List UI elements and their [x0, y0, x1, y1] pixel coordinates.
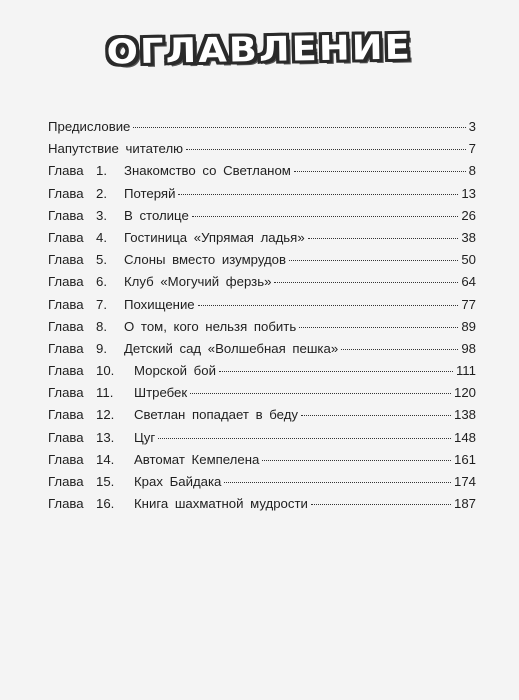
toc-entry	[48, 205, 476, 227]
toc-entry	[48, 183, 476, 205]
chapter-prefix: Глава	[48, 429, 84, 445]
toc-entry	[48, 449, 476, 471]
dot-leader	[133, 127, 465, 128]
toc-entry	[48, 160, 476, 182]
page-number: 64	[461, 274, 476, 290]
entry-title: Книга шахматной мудрости	[134, 496, 308, 512]
toc-entry	[48, 404, 476, 426]
dot-leader	[299, 327, 458, 328]
chapter-prefix: Глава	[48, 296, 84, 312]
page-number: 120	[453, 385, 476, 401]
chapter-prefix: Глава	[48, 451, 84, 467]
chapter-number: 8.	[96, 318, 107, 334]
chapter-number: 12.	[96, 407, 115, 423]
chapter-prefix: Глава	[48, 363, 84, 379]
page-number: 8	[468, 163, 476, 179]
chapter-prefix: Глава	[48, 252, 84, 268]
page-title: ОГЛАВЛЕНИЕ	[106, 27, 413, 73]
dot-leader	[262, 460, 451, 461]
chapter-number: 4.	[96, 229, 107, 245]
chapter-prefix: Глава	[48, 340, 84, 356]
dot-leader	[294, 171, 466, 172]
chapter-prefix: Глава	[48, 385, 84, 401]
toc-entry	[48, 493, 476, 515]
toc-entry	[48, 249, 476, 271]
dot-leader	[289, 260, 458, 261]
chapter-number: 10.	[96, 363, 115, 379]
dot-leader	[301, 415, 451, 416]
dot-leader	[274, 282, 458, 283]
entry-title: Напутствие читателю	[48, 141, 184, 157]
toc-entry	[48, 116, 476, 138]
chapter-number: 2.	[96, 185, 107, 201]
chapter-prefix: Глава	[48, 274, 84, 290]
toc-entry	[48, 316, 476, 338]
page-number: 174	[453, 474, 476, 489]
chapter-number: 9.	[96, 340, 107, 356]
chapter-prefix: Глава	[48, 318, 84, 334]
toc-entry	[48, 382, 476, 404]
table-of-contents	[48, 116, 476, 515]
entry-title: Светлан попадает в беду	[134, 407, 298, 423]
toc-entry	[48, 138, 476, 160]
chapter-prefix: Глава	[48, 185, 84, 201]
chapter-number: 7.	[96, 296, 107, 312]
toc-entry	[48, 271, 476, 293]
chapter-prefix: Глава	[48, 163, 84, 179]
dot-leader	[192, 216, 459, 217]
entry-title: Потеряй	[124, 185, 176, 201]
chapter-number: 6.	[96, 274, 107, 290]
toc-entry	[48, 227, 476, 249]
chapter-number: 3.	[96, 207, 107, 223]
page-number: 7	[468, 141, 476, 157]
chapter-number: 1.	[96, 163, 107, 179]
entry-title: Морской бой	[134, 363, 216, 379]
entry-title: О том, кого нельзя побить	[124, 318, 297, 334]
entry-title: Знакомство со Светланом	[124, 163, 291, 179]
chapter-number: 14.	[96, 451, 115, 467]
dot-leader	[308, 238, 459, 239]
page-number: 3	[468, 119, 476, 134]
page-number: 89	[461, 318, 476, 334]
entry-title: Слоны вместо изумрудов	[124, 252, 287, 268]
page-number: 111	[455, 363, 476, 379]
entry-title: Гостиница «Упрямая ладья»	[124, 229, 305, 245]
chapter-prefix: Глава	[48, 496, 84, 512]
toc-entry	[48, 360, 476, 382]
heading-wrapper	[0, 27, 519, 73]
chapter-number: 13.	[96, 429, 115, 445]
chapter-number: 11.	[96, 385, 114, 401]
page-number: 50	[461, 252, 476, 268]
dot-leader	[158, 438, 451, 439]
chapter-number: 5.	[96, 252, 107, 268]
entry-title: Детский сад «Волшебная пешка»	[124, 340, 339, 356]
page-number: 98	[461, 340, 476, 356]
entry-title: Предисловие	[48, 119, 131, 134]
entry-title: Штребек	[134, 385, 188, 401]
chapter-prefix: Глава	[48, 229, 84, 245]
page-number: 13	[461, 185, 476, 201]
toc-entry	[48, 471, 476, 493]
dot-leader	[311, 504, 451, 505]
dot-leader	[341, 349, 458, 350]
dot-leader	[219, 371, 453, 372]
entry-title: Крах Байдака	[134, 474, 222, 489]
dot-leader	[178, 194, 458, 195]
chapter-number: 16.	[96, 496, 115, 512]
chapter-prefix: Глава	[48, 407, 84, 423]
entry-title: Клуб «Могучий ферзь»	[124, 274, 272, 290]
dot-leader	[198, 305, 459, 306]
entry-title: В столице	[124, 207, 189, 223]
page-number: 187	[453, 496, 476, 512]
dot-leader	[186, 149, 466, 150]
toc-entry	[48, 427, 476, 449]
chapter-prefix: Глава	[48, 207, 84, 223]
dot-leader	[190, 393, 451, 394]
entry-title: Похищение	[124, 296, 195, 312]
chapter-number: 15.	[96, 474, 115, 489]
chapter-prefix: Глава	[48, 474, 84, 489]
page-number: 77	[461, 296, 476, 312]
page-number: 148	[453, 429, 476, 445]
entry-title: Автомат Кемпелена	[134, 451, 260, 467]
entry-title: Цуг	[134, 429, 156, 445]
page-number: 38	[461, 229, 476, 245]
dot-leader	[224, 482, 451, 483]
toc-entry	[48, 294, 476, 316]
toc-entry	[48, 338, 476, 360]
page-number: 26	[461, 207, 476, 223]
page-number: 161	[453, 451, 476, 467]
page-number: 138	[453, 407, 476, 423]
